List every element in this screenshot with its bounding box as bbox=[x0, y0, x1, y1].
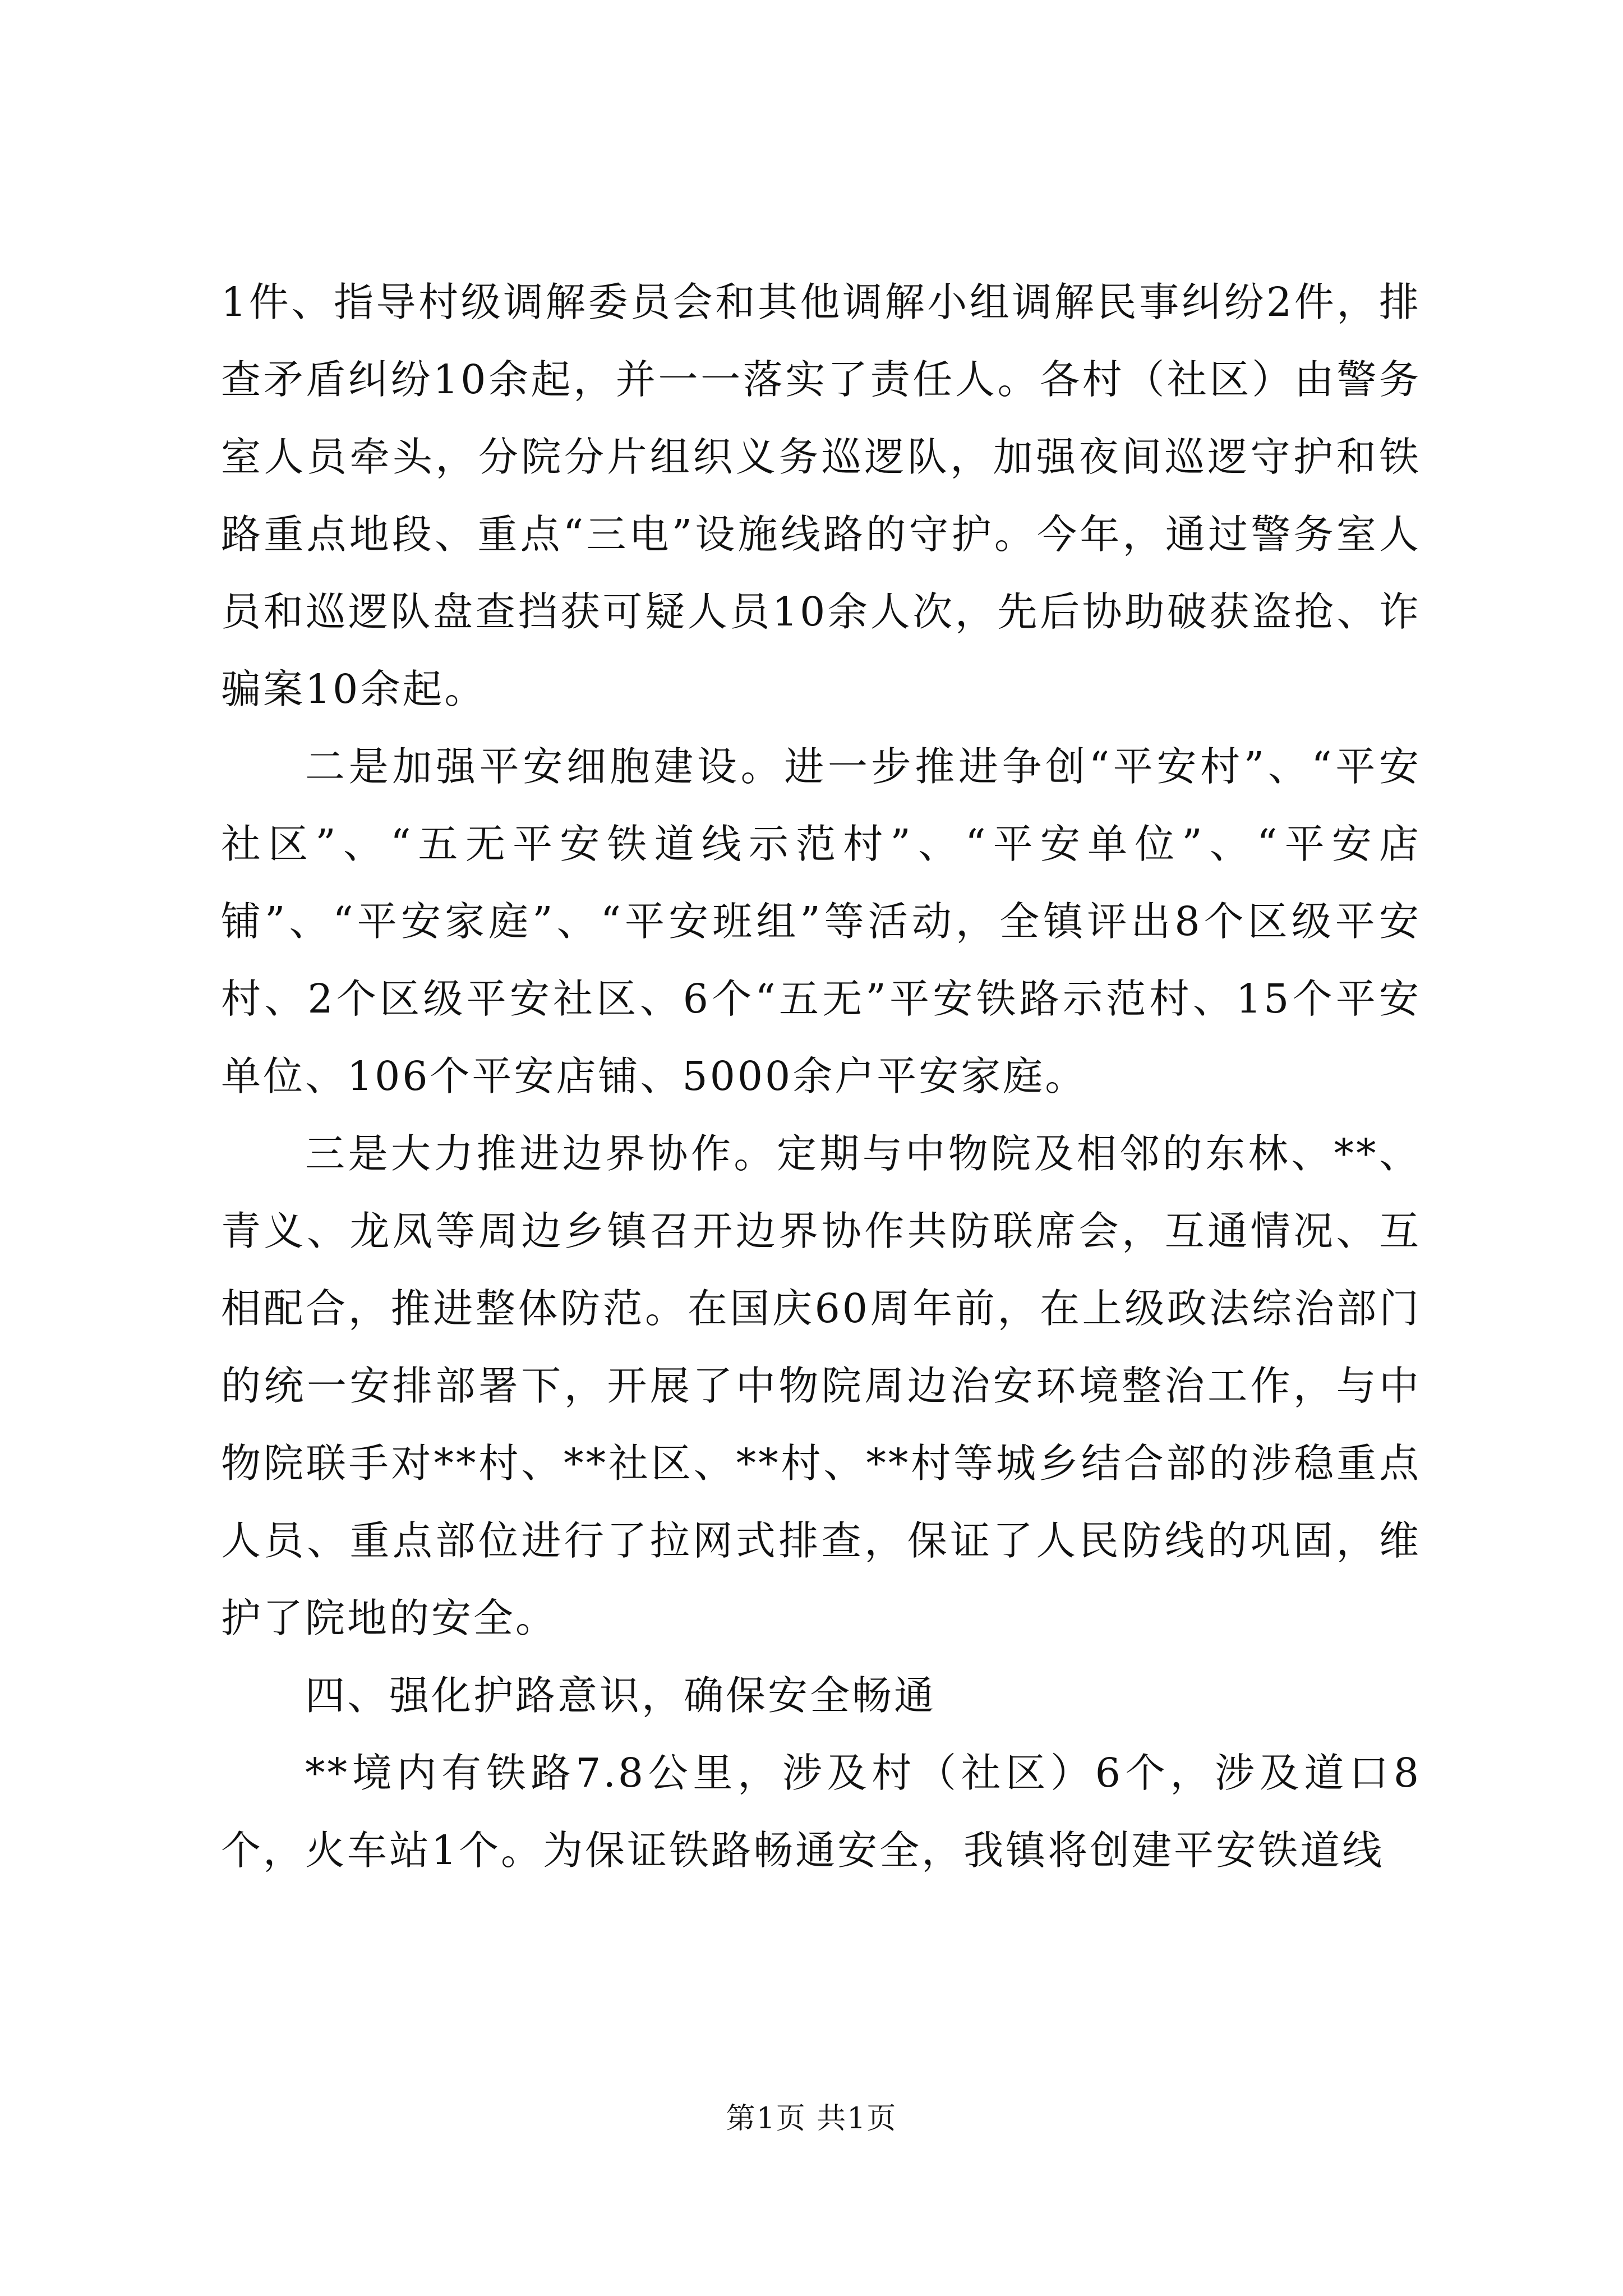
paragraph-border-cooperation: 三是大力推进边界协作。定期与中物院及相邻的东林、**、青义、龙凤等周边乡镇召开边界协作共防联席会，互通情况、互相配合，推进整体防范。在国庆60周年前，在上级政法综治部门的统一安排部署下，开展了中物院周边治安环境整治工作，与中物院联手对**村、**社区、**村、**村等城乡结合部的涉稳重点人员、重点部位进行了拉网式排查，保证了人民防线的巩固，维护了院地的安全。 bbox=[221, 1130, 1421, 1641]
paragraph-safety-cells: 二是加强平安细胞建设。进一步推进争创“平安村”、“平安社区”、“五无平安铁道线示范村”、“平安单位”、“平安店铺”、“平安家庭”、“平安班组”等活动，全镇评出8个区级平安村、2个区级平安社区、6个“五无”平安铁路示范村、15个平安单位、106个平安店铺、5000余户平安家庭。 bbox=[221, 743, 1421, 1099]
paragraph-railway: **境内有铁路7.8公里，涉及村（社区）6个，涉及道口8个，火车站1个。为保证铁路畅通安全，我镇将创建平安铁道线 bbox=[221, 1750, 1421, 1874]
document-body bbox=[221, 264, 1421, 1889]
page-footer: 第1页 共1页 bbox=[726, 2102, 897, 2136]
paragraph-continuation: 1件、指导村级调解委员会和其他调解小组调解民事纠纷2件，排查矛盾纠纷10余起，并一一落实了责任人。各村（社区）由警务室人员牵头，分院分片组织义务巡逻队，加强夜间巡逻守护和铁路重点地段、重点“三电”设施线路的守护。今年，通过警务室人员和巡逻队盘查挡获可疑人员10余人次，先后协助破获盗抢、诈骗案10余起。 bbox=[221, 279, 1421, 712]
section-heading-railway: 四、强化护路意识，确保安全畅通 bbox=[305, 1672, 937, 1719]
